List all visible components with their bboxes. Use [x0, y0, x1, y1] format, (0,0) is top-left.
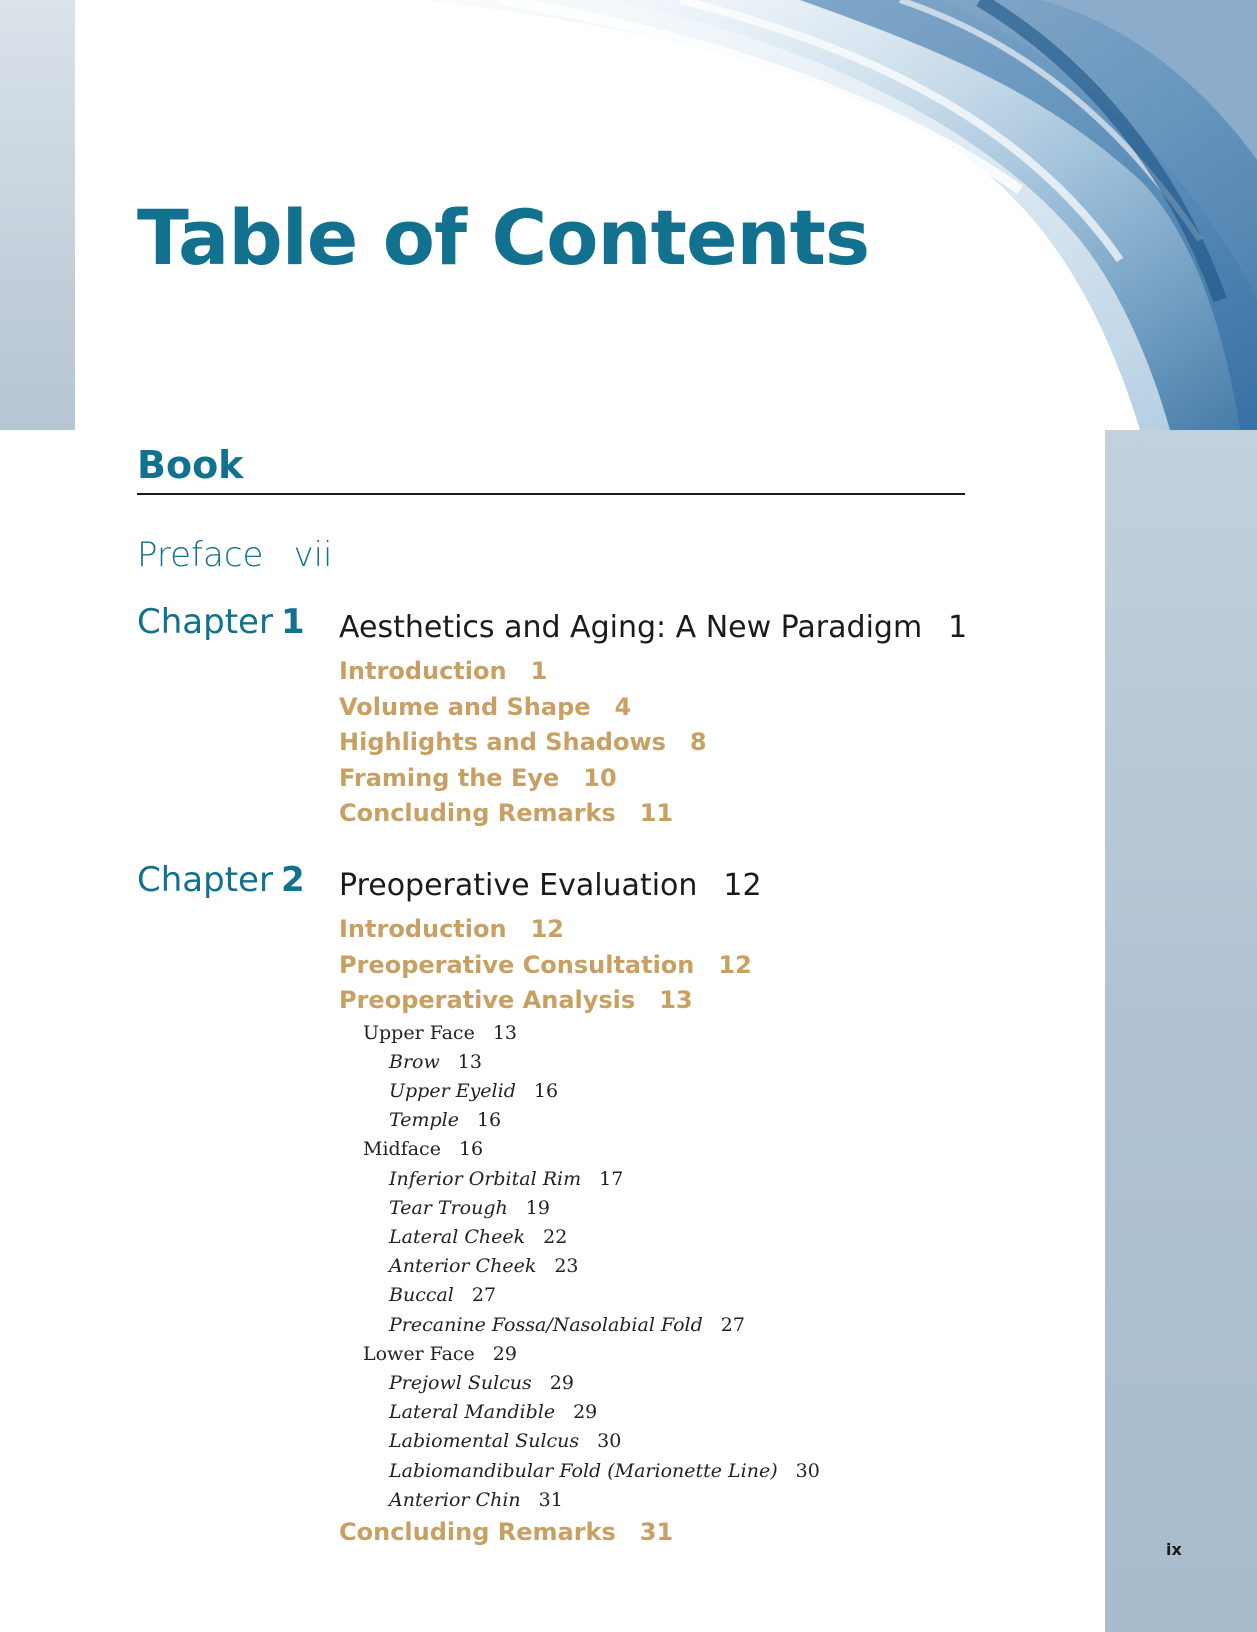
toc-entry-page: 23 — [554, 1255, 579, 1278]
toc-entry-section[interactable] — [339, 912, 820, 948]
toc-entry-title: Inferior Orbital Rim — [389, 1167, 582, 1190]
toc-entry-page: 30 — [597, 1430, 622, 1453]
chapter-title: Aesthetics and Aging: A New Paradigm — [339, 610, 923, 645]
toc-entry-title: Lateral Mandible — [389, 1401, 556, 1424]
toc-entry-title: Framing the Eye — [339, 763, 560, 792]
toc-entry-title: Upper Eyelid — [389, 1079, 516, 1102]
chapter-page: 1 — [948, 610, 968, 645]
toc-entry-section[interactable] — [339, 654, 707, 690]
toc-entry-section[interactable] — [339, 948, 820, 984]
toc-entry-page: 1 — [530, 657, 548, 685]
toc-entry-subsub[interactable] — [339, 1457, 820, 1486]
toc-entry-page: 16 — [533, 1079, 559, 1102]
toc-entry-title: Lower Face — [363, 1342, 475, 1365]
page-number: ix — [1166, 1540, 1182, 1559]
toc-entry-page: 27 — [471, 1284, 497, 1307]
chapter-word: Chapter — [137, 860, 273, 900]
section-heading: Book — [137, 443, 244, 487]
toc-entry-subsub[interactable] — [339, 1369, 820, 1398]
chapter-word: Chapter — [137, 602, 273, 642]
toc-entry-subsub[interactable] — [339, 1398, 820, 1427]
toc-entry-subsub[interactable] — [339, 1427, 820, 1456]
chapter-page: 12 — [723, 868, 762, 903]
page-title: Table of Contents — [137, 193, 870, 282]
toc-entry-subsub[interactable] — [339, 1077, 820, 1106]
toc-entry-title: Preoperative Analysis — [339, 986, 636, 1014]
left-decorative-band — [0, 0, 75, 430]
right-decorative-band — [1105, 430, 1257, 1632]
toc-entry-page: 22 — [543, 1225, 568, 1248]
toc-entry-title: Labiomental Sulcus — [389, 1430, 580, 1453]
toc-entry-title: Brow — [389, 1050, 440, 1073]
toc-entry-title: Volume and Shape — [339, 692, 591, 721]
toc-entry-page: 13 — [457, 1050, 482, 1073]
toc-entry-subsub[interactable] — [339, 1486, 820, 1515]
toc-entry-subsub[interactable] — [339, 1106, 820, 1135]
toc-entry-subsub[interactable] — [339, 1165, 820, 1194]
toc-entry-page: 12 — [718, 950, 752, 979]
toc-entry-section[interactable] — [339, 725, 707, 761]
toc-entry-page: 19 — [525, 1196, 550, 1219]
toc-entry-title: Highlights and Shadows — [339, 728, 666, 756]
toc-entry-subsub[interactable] — [339, 1194, 820, 1223]
toc-entry-page: 12 — [530, 915, 564, 943]
toc-entry-section[interactable] — [339, 796, 707, 832]
section-divider — [137, 493, 965, 495]
toc-entry-title: Concluding Remarks — [339, 1517, 616, 1546]
toc-entry-page: 10 — [583, 763, 617, 792]
chapter-number: 2 — [280, 860, 305, 900]
toc-entry-page: 27 — [720, 1313, 745, 1336]
toc-entry-page: 8 — [689, 728, 707, 756]
toc-entry-section[interactable] — [339, 690, 707, 726]
toc-entry-section[interactable] — [339, 983, 820, 1019]
toc-entry-page: 13 — [492, 1021, 517, 1044]
toc-entry-page: 29 — [492, 1342, 517, 1365]
toc-entry-sub[interactable] — [339, 1019, 820, 1048]
toc-entry-title: Labiomandibular Fold (Marionette Line) — [389, 1459, 778, 1482]
toc-entry-section[interactable] — [339, 761, 707, 797]
chapter-label — [137, 860, 305, 900]
toc-entry-title: Prejowl Sulcus — [389, 1371, 532, 1394]
preface-label: Preface — [137, 535, 264, 575]
toc-entry-page: 29 — [549, 1371, 574, 1394]
toc-entry-title: Lateral Cheek — [389, 1225, 526, 1248]
toc-entry-page: 31 — [538, 1488, 563, 1511]
toc-entry-subsub[interactable] — [339, 1281, 820, 1310]
toc-entry-title: Precanine Fossa/Nasolabial Fold — [389, 1313, 703, 1336]
toc-entry-page: 16 — [458, 1138, 484, 1161]
toc-entry-title: Introduction — [339, 657, 507, 685]
toc-entry-title: Anterior Chin — [389, 1488, 521, 1511]
chapter-number: 1 — [280, 602, 305, 642]
toc-entry-page: 4 — [614, 692, 632, 721]
toc-entry-subsub[interactable] — [339, 1048, 820, 1077]
chapter-title-entry[interactable] — [339, 868, 762, 903]
chapter-2-entries — [339, 912, 820, 1550]
toc-entry-title: Buccal — [389, 1284, 454, 1307]
toc-entry-page: 30 — [795, 1459, 820, 1482]
toc-entry-section[interactable] — [339, 1515, 820, 1551]
chapter-label — [137, 602, 305, 642]
toc-entry-subsub[interactable] — [339, 1223, 820, 1252]
toc-entry-page: 13 — [659, 986, 693, 1014]
toc-entry-page: 17 — [599, 1167, 624, 1190]
toc-entry-title: Upper Face — [363, 1021, 475, 1044]
toc-entry-sub[interactable] — [339, 1340, 820, 1369]
toc-entry-subsub[interactable] — [339, 1311, 820, 1340]
toc-entry-title: Preoperative Consultation — [339, 950, 695, 979]
toc-entry-title: Concluding Remarks — [339, 799, 616, 827]
toc-entry-title: Temple — [389, 1109, 459, 1132]
toc-entry-page: 16 — [476, 1109, 502, 1132]
toc-entry-title: Tear Trough — [389, 1196, 508, 1219]
toc-entry-page: 31 — [639, 1517, 674, 1546]
toc-entry-page: 29 — [573, 1401, 598, 1424]
preface-page: vii — [293, 535, 333, 575]
toc-entry-title: Introduction — [339, 915, 507, 943]
toc-entry-title: Anterior Cheek — [389, 1255, 537, 1278]
chapter-title: Preoperative Evaluation — [339, 868, 698, 903]
toc-entry-sub[interactable] — [339, 1135, 820, 1164]
toc-entry-subsub[interactable] — [339, 1252, 820, 1281]
toc-entry-title: Midface — [363, 1138, 441, 1161]
preface-entry[interactable] — [137, 535, 333, 575]
chapter-title-entry[interactable] — [339, 610, 967, 645]
toc-entry-page: 11 — [639, 799, 674, 827]
chapter-1-entries — [339, 654, 707, 832]
